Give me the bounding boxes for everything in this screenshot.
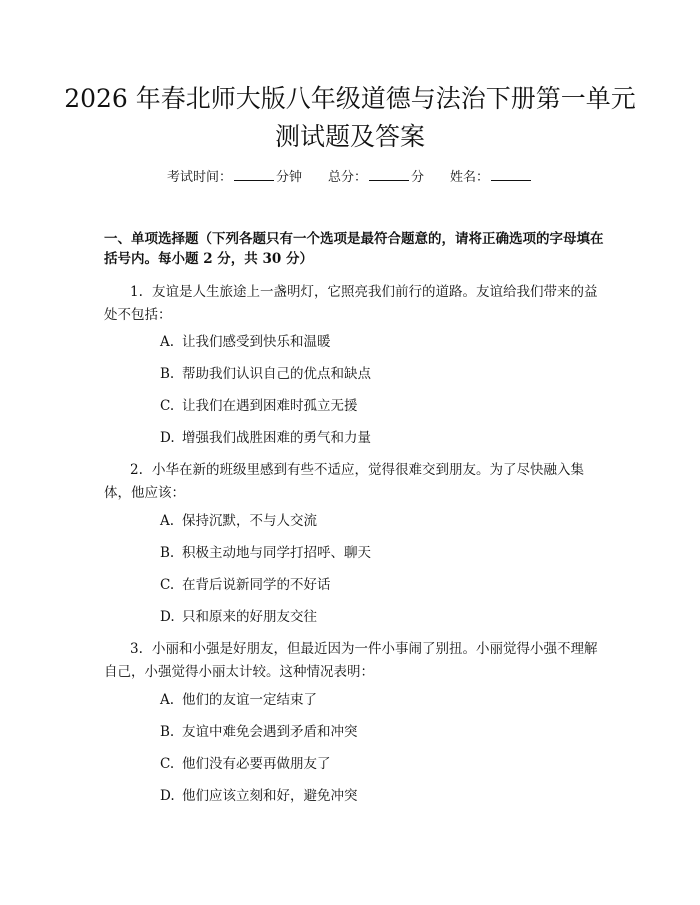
option-text: 让我们感受到快乐和温暖 xyxy=(182,334,331,350)
option-letter: C. xyxy=(160,577,175,593)
question-2-option-a xyxy=(160,511,590,531)
option-letter: D. xyxy=(160,430,175,446)
option-text: 积极主动地与同学打招呼、聊天 xyxy=(182,545,371,561)
option-text: 他们的友谊一定结束了 xyxy=(182,692,317,708)
student-name-label: 姓名： xyxy=(450,170,490,185)
question-1-option-c xyxy=(160,396,590,416)
option-letter: D. xyxy=(160,609,175,625)
question-stem-2 xyxy=(104,459,600,505)
option-text: 只和原来的好朋友交往 xyxy=(182,609,317,625)
option-text: 在背后说新同学的不好话 xyxy=(182,577,331,593)
section-heading: 一、单项选择题（下列各题只有一个选项是最符合题意的，请将正确选项的字母填在括号内。每小题 2 分，共 30 分） xyxy=(104,231,604,267)
student-name-blank xyxy=(491,168,531,181)
option-letter: C. xyxy=(160,398,175,414)
option-letter: D. xyxy=(160,788,175,804)
question-text: 小丽和小强是好朋友，但最近因为一件小事闹了别扭。小丽觉得小强不理解自己，小强觉得小丽太计较。这种情况表明： xyxy=(104,641,598,680)
question-2-option-d xyxy=(160,607,590,627)
option-text: 增强我们战胜困难的勇气和力量 xyxy=(182,430,371,446)
question-2-option-b xyxy=(160,543,590,563)
document-title: 2026 年春北师大版八年级道德与法治下册第一单元测试题及答案 xyxy=(64,84,636,151)
option-text: 帮助我们认识自己的优点和缺点 xyxy=(182,366,371,382)
option-text: 他们应该立刻和好，避免冲突 xyxy=(182,788,358,804)
question-3-option-a xyxy=(160,690,590,710)
option-letter: B. xyxy=(160,545,175,561)
exam-time-blank xyxy=(234,168,274,181)
question-3-option-c xyxy=(160,754,590,774)
option-text: 他们没有必要再做朋友了 xyxy=(182,756,331,772)
question-3-option-d xyxy=(160,786,590,806)
option-letter: A. xyxy=(160,692,175,708)
exam-info-line xyxy=(0,168,700,188)
question-number: 3. xyxy=(130,641,143,657)
option-letter: B. xyxy=(160,724,175,740)
option-text: 保持沉默，不与人交流 xyxy=(182,513,317,529)
total-score-blank xyxy=(369,168,409,181)
total-score-label: 总分： xyxy=(327,170,367,185)
option-letter: A. xyxy=(160,334,175,350)
question-1-option-a xyxy=(160,332,590,352)
option-text: 让我们在遇到困难时孤立无援 xyxy=(182,398,358,414)
option-letter: C. xyxy=(160,756,175,772)
question-number: 1. xyxy=(130,284,143,300)
exam-time-unit: 分钟 xyxy=(275,170,302,185)
question-stem-3 xyxy=(104,638,600,684)
question-1-option-b xyxy=(160,364,590,384)
option-text: 友谊中难免会遇到矛盾和冲突 xyxy=(182,724,358,740)
question-text: 友谊是人生旅途上一盏明灯，它照亮我们前行的道路。友谊给我们带来的益处不包括： xyxy=(104,284,598,323)
question-stem-1 xyxy=(104,281,600,327)
question-3-option-b xyxy=(160,722,590,742)
option-letter: A. xyxy=(160,513,175,529)
question-number: 2. xyxy=(130,462,143,478)
exam-time-label: 考试时间： xyxy=(166,170,232,185)
question-1-option-d xyxy=(160,428,590,448)
total-score-unit: 分 xyxy=(411,170,425,185)
question-2-option-c xyxy=(160,575,590,595)
question-text: 小华在新的班级里感到有些不适应，觉得很难交到朋友。为了尽快融入集体，他应该： xyxy=(104,462,584,501)
option-letter: B. xyxy=(160,366,175,382)
